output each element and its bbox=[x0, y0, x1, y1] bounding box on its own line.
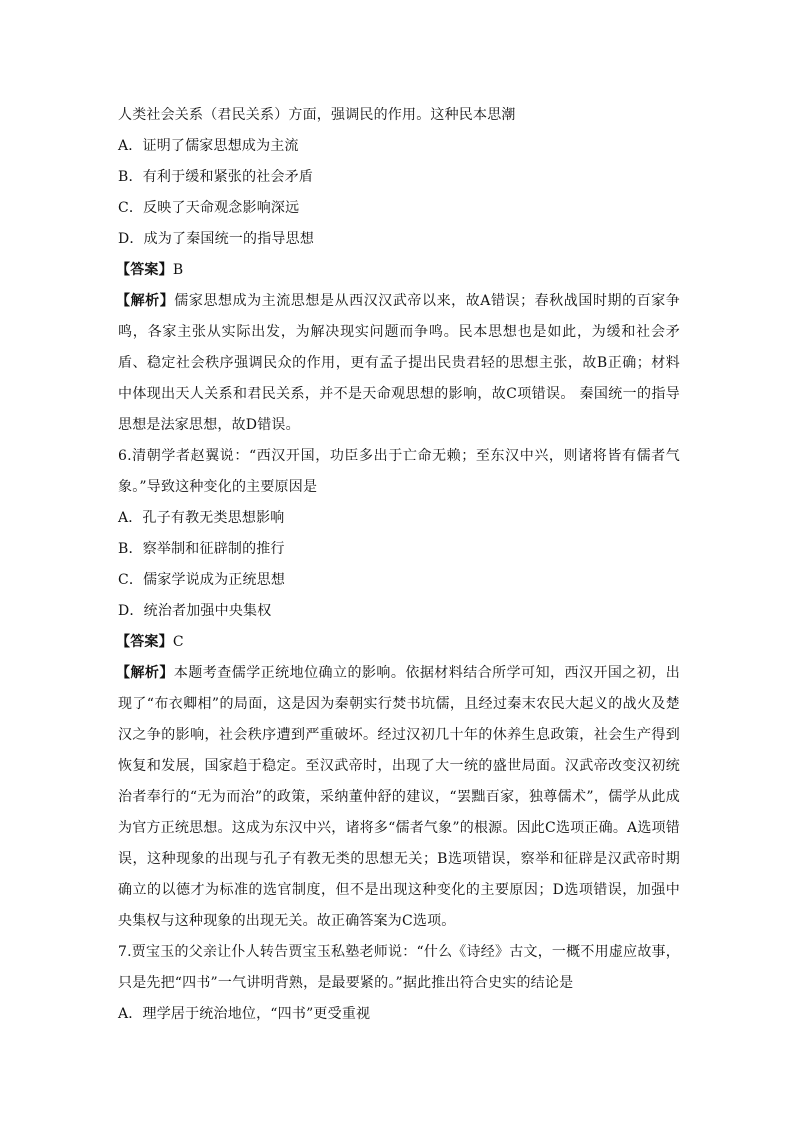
q6-answer-value: C bbox=[172, 634, 184, 650]
q6-answer bbox=[118, 627, 680, 658]
q5-analysis-text: 儒家思想成为主流思想是从西汉汉武帝以来，故A错误；春秋战国时期的百家争鸣，各家主张从实际出发，为解决现实问题而争鸣。民本思想也是如此，为缓和社会矛盾、稳定社会秩序强调民众的作用，更有孟子提出民贵君轻的思想主张，故B正确；材料中体现出天人关系和君民关系，并不是天命观思想的影响，故C项错误。 秦国统一的指导思想是法家思想，故D错误。 bbox=[118, 293, 681, 433]
q5-option-b: B．有利于缓和紧张的社会矛盾 bbox=[118, 169, 314, 185]
q7-option-a: A．理学居于统治地位，“四书”更受重视 bbox=[118, 1006, 371, 1022]
q5-option-c: C．反映了天命观念影响深远 bbox=[118, 200, 300, 216]
q5-option-a: A．证明了儒家思想成为主流 bbox=[118, 138, 299, 154]
q5-stem-tail: 人类社会关系（君民关系）方面，强调民的作用。这种民本思潮 bbox=[118, 107, 516, 123]
q6-option-b: B．察举制和征辟制的推行 bbox=[118, 541, 285, 557]
q6-option-a: A．孔子有教无类思想影响 bbox=[118, 510, 285, 526]
q7-stem: 7.贾宝玉的父亲让仆人转告贾宝玉私塾老师说：“什么《诗经》古文，一概不用虚应故事，只是先把“四书”一气讲明背熟，是最要紧的。”据此推出符合史实的结论是 bbox=[118, 944, 680, 991]
q5-answer-value: B bbox=[172, 262, 184, 278]
q5-analysis-label: 【解析】 bbox=[116, 293, 175, 309]
q6-option-d: D．统治者加强中央集权 bbox=[118, 603, 272, 619]
q5-option-d: D．成为了秦国统一的指导思想 bbox=[118, 231, 315, 247]
q6-analysis-text: 本题考查儒学正统地位确立的影响。依据材料结合所学可知，西汉开国之初，出现了“布衣卿相”的局面，这是因为秦朝实行焚书坑儒，且经过秦末农民大起义的战火及楚汉之争的影响，社会秩序遭到严重破坏。经过汉初几十年的休养生息政策，社会生产得到恢复和发展，国家趋于稳定。至汉武帝时，出现了大一统的盛世局面。汉武帝改变汉初统治者奉行的“无为而治”的政策，采纳董仲舒的建议，“罢黜百家，独尊儒术”，儒学从此成为官方正统思想。这成为东汉中兴，诸将多“儒者气象”的根源。因此C选项正确。A选项错误，这种现象的出现与孔子有教无类的思想无关；B选项错误，察举和征辟是汉武帝时期确立的以德才为标准的选官制度，但不是出现这种变化的主要原因；D选项错误，加强中央集权与这种现象的出现无关。故正确答案为C选项。 bbox=[118, 665, 680, 929]
q5-analysis bbox=[118, 286, 680, 441]
q6-analysis-label: 【解析】 bbox=[116, 665, 174, 681]
q6-stem: 6.清朝学者赵翼说：“西汉开国，功臣多出于亡命无赖；至东汉中兴，则诸将皆有儒者气象。”导致这种变化的主要原因是 bbox=[118, 448, 680, 495]
q5-answer bbox=[118, 255, 680, 286]
q6-answer-label: 【答案】 bbox=[116, 634, 173, 650]
q6-option-c: C．儒家学说成为正统思想 bbox=[118, 572, 286, 588]
document-body bbox=[118, 100, 680, 1030]
q6-analysis bbox=[118, 658, 680, 937]
q5-answer-label: 【答案】 bbox=[116, 262, 173, 278]
